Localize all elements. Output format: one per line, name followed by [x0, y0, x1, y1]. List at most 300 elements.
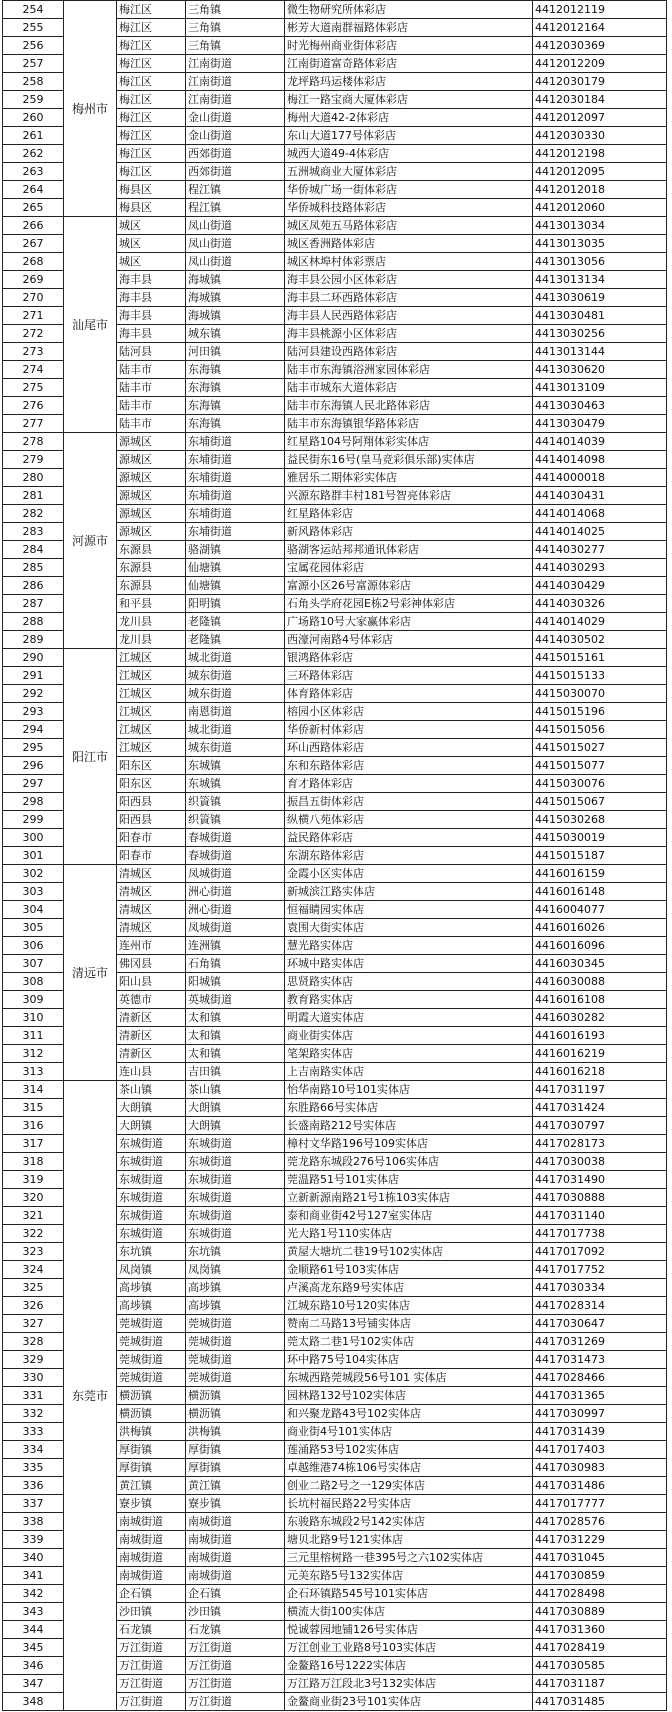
district-cell: 海丰县 [117, 325, 186, 343]
store-address-cell: 园林路132号102实体店 [285, 1387, 533, 1405]
town-cell: 南城街道 [186, 1513, 285, 1531]
table-row [3, 1, 667, 19]
row-number-cell: 336 [3, 1477, 64, 1495]
row-number-cell: 342 [3, 1585, 64, 1603]
store-address-cell: 海丰县公园小区体彩店 [285, 271, 533, 289]
district-cell: 厚街镇 [117, 1459, 186, 1477]
store-code-cell: 4417030859 [533, 1567, 667, 1585]
row-number-cell: 255 [3, 19, 64, 37]
district-cell: 东城街道 [117, 1225, 186, 1243]
town-cell: 东城街道 [186, 1207, 285, 1225]
district-cell: 江城区 [117, 667, 186, 685]
store-code-cell: 4413030463 [533, 397, 667, 415]
town-cell: 东海镇 [186, 415, 285, 433]
district-cell: 黄江镇 [117, 1477, 186, 1495]
store-code-cell: 4417031045 [533, 1549, 667, 1567]
store-code-cell: 4416016096 [533, 937, 667, 955]
store-address-cell: 东胜路66号实体店 [285, 1099, 533, 1117]
store-code-cell: 4417030983 [533, 1459, 667, 1477]
store-code-cell: 4417028466 [533, 1369, 667, 1387]
district-cell: 东源县 [117, 559, 186, 577]
store-code-cell: 4414030277 [533, 541, 667, 559]
town-cell: 洲心街道 [186, 883, 285, 901]
district-cell: 东城街道 [117, 1189, 186, 1207]
row-number-cell: 311 [3, 1027, 64, 1045]
town-cell: 莞城街道 [186, 1351, 285, 1369]
district-cell: 清新区 [117, 1009, 186, 1027]
row-number-cell: 344 [3, 1621, 64, 1639]
town-cell: 万江街道 [186, 1675, 285, 1693]
store-address-cell: 笔架路实体店 [285, 1045, 533, 1063]
town-cell: 沙田镇 [186, 1603, 285, 1621]
district-cell: 佛冈县 [117, 955, 186, 973]
store-code-cell: 4417028173 [533, 1135, 667, 1153]
row-number-cell: 316 [3, 1117, 64, 1135]
row-number-cell: 257 [3, 55, 64, 73]
district-cell: 万江街道 [117, 1657, 186, 1675]
district-cell: 陆河县 [117, 343, 186, 361]
store-code-cell: 4417031473 [533, 1351, 667, 1369]
district-cell: 和平县 [117, 595, 186, 613]
store-code-cell: 4417031360 [533, 1621, 667, 1639]
store-code-cell: 4412030179 [533, 73, 667, 91]
row-number-cell: 328 [3, 1333, 64, 1351]
store-code-cell: 4415030076 [533, 775, 667, 793]
store-address-cell: 陆丰市城东大道体彩店 [285, 379, 533, 397]
row-number-cell: 324 [3, 1261, 64, 1279]
district-cell: 梅江区 [117, 37, 186, 55]
row-number-cell: 330 [3, 1369, 64, 1387]
table-row [3, 1081, 667, 1099]
store-code-cell: 4415030268 [533, 811, 667, 829]
store-code-cell: 4417031140 [533, 1207, 667, 1225]
store-code-cell: 4415015077 [533, 757, 667, 775]
lottery-store-table [2, 0, 667, 1711]
store-code-cell: 4417031269 [533, 1333, 667, 1351]
store-code-cell: 4412012060 [533, 199, 667, 217]
row-number-cell: 309 [3, 991, 64, 1009]
district-cell: 阳东区 [117, 775, 186, 793]
store-address-cell: 陆丰市东海镇浴洲家园体彩店 [285, 361, 533, 379]
row-number-cell: 285 [3, 559, 64, 577]
store-address-cell: 金鳌路16号1222实体店 [285, 1657, 533, 1675]
store-code-cell: 4412012097 [533, 109, 667, 127]
row-number-cell: 341 [3, 1567, 64, 1585]
district-cell: 城区 [117, 253, 186, 271]
store-code-cell: 4417031424 [533, 1099, 667, 1117]
store-address-cell: 环山西路体彩店 [285, 739, 533, 757]
district-cell: 大朗镇 [117, 1117, 186, 1135]
store-address-cell: 东城西路莞城段56号101 实体店 [285, 1369, 533, 1387]
district-cell: 梅江区 [117, 127, 186, 145]
store-address-cell: 三环路体彩店 [285, 667, 533, 685]
store-code-cell: 4417030797 [533, 1117, 667, 1135]
district-cell: 海丰县 [117, 307, 186, 325]
row-number-cell: 313 [3, 1063, 64, 1081]
town-cell: 厚街镇 [186, 1459, 285, 1477]
store-address-cell: 银鸿路体彩店 [285, 649, 533, 667]
row-number-cell: 290 [3, 649, 64, 667]
town-cell: 东城街道 [186, 1171, 285, 1189]
row-number-cell: 296 [3, 757, 64, 775]
town-cell: 海城镇 [186, 271, 285, 289]
town-cell: 城北街道 [186, 649, 285, 667]
city-cell: 东莞市 [64, 1081, 117, 1711]
district-cell: 源城区 [117, 433, 186, 451]
store-code-cell: 4415015187 [533, 847, 667, 865]
store-code-cell: 4413013056 [533, 253, 667, 271]
store-address-cell: 赞南二马路13号铺实体店 [285, 1315, 533, 1333]
store-code-cell: 4416030345 [533, 955, 667, 973]
store-code-cell: 4415030070 [533, 685, 667, 703]
row-number-cell: 337 [3, 1495, 64, 1513]
store-address-cell: 明霞大道实体店 [285, 1009, 533, 1027]
district-cell: 陆丰市 [117, 397, 186, 415]
store-code-cell: 4413030619 [533, 289, 667, 307]
district-cell: 阳山县 [117, 973, 186, 991]
town-cell: 春城街道 [186, 847, 285, 865]
store-address-cell: 榕园小区体彩店 [285, 703, 533, 721]
district-cell: 梅江区 [117, 73, 186, 91]
district-cell: 万江街道 [117, 1693, 186, 1711]
store-address-cell: 纵横八苑体彩店 [285, 811, 533, 829]
town-cell: 东城街道 [186, 1153, 285, 1171]
store-code-cell: 4414014029 [533, 613, 667, 631]
district-cell: 东源县 [117, 577, 186, 595]
store-code-cell: 4413013144 [533, 343, 667, 361]
store-address-cell: 怡华南路10号101实体店 [285, 1081, 533, 1099]
town-cell: 凤山街道 [186, 253, 285, 271]
store-address-cell: 富源小区26号富源体彩店 [285, 577, 533, 595]
district-cell: 莞城街道 [117, 1351, 186, 1369]
store-address-cell: 环中路75号104实体店 [285, 1351, 533, 1369]
town-cell: 金山街道 [186, 127, 285, 145]
district-cell: 洪梅镇 [117, 1423, 186, 1441]
district-cell: 阳西县 [117, 811, 186, 829]
store-address-cell: 东山大道177号体彩店 [285, 127, 533, 145]
district-cell: 连山县 [117, 1063, 186, 1081]
row-number-cell: 314 [3, 1081, 64, 1099]
town-cell: 东埔街道 [186, 505, 285, 523]
row-number-cell: 329 [3, 1351, 64, 1369]
row-number-cell: 308 [3, 973, 64, 991]
store-address-cell: 慧光路实体店 [285, 937, 533, 955]
store-address-cell: 莞太路二巷1号102实体店 [285, 1333, 533, 1351]
district-cell: 东城街道 [117, 1135, 186, 1153]
row-number-cell: 307 [3, 955, 64, 973]
row-number-cell: 267 [3, 235, 64, 253]
town-cell: 城东街道 [186, 685, 285, 703]
row-number-cell: 256 [3, 37, 64, 55]
town-cell: 万江街道 [186, 1639, 285, 1657]
store-address-cell: 莲涌路53号102实体店 [285, 1441, 533, 1459]
row-number-cell: 282 [3, 505, 64, 523]
row-number-cell: 306 [3, 937, 64, 955]
store-address-cell: 万江路万江段北3号132实体店 [285, 1675, 533, 1693]
town-cell: 万江街道 [186, 1657, 285, 1675]
town-cell: 东海镇 [186, 397, 285, 415]
row-number-cell: 301 [3, 847, 64, 865]
store-code-cell: 4417028314 [533, 1297, 667, 1315]
row-number-cell: 269 [3, 271, 64, 289]
town-cell: 黄江镇 [186, 1477, 285, 1495]
store-address-cell: 和兴聚龙路43号102实体店 [285, 1405, 533, 1423]
row-number-cell: 275 [3, 379, 64, 397]
district-cell: 海丰县 [117, 271, 186, 289]
district-cell: 东城街道 [117, 1171, 186, 1189]
district-cell: 梅江区 [117, 163, 186, 181]
store-code-cell: 4417030889 [533, 1603, 667, 1621]
town-cell: 大朗镇 [186, 1117, 285, 1135]
store-address-cell: 莞龙路东城段276号106实体店 [285, 1153, 533, 1171]
store-code-cell: 4417031486 [533, 1477, 667, 1495]
district-cell: 南城街道 [117, 1567, 186, 1585]
store-code-cell: 4412030330 [533, 127, 667, 145]
town-cell: 石龙镇 [186, 1621, 285, 1639]
row-number-cell: 272 [3, 325, 64, 343]
city-cell: 汕尾市 [64, 217, 117, 433]
district-cell: 梅江区 [117, 19, 186, 37]
store-code-cell: 4416030282 [533, 1009, 667, 1027]
store-code-cell: 4417030334 [533, 1279, 667, 1297]
town-cell: 三角镇 [186, 19, 285, 37]
table-row [3, 649, 667, 667]
district-cell: 梅江区 [117, 145, 186, 163]
row-number-cell: 315 [3, 1099, 64, 1117]
store-address-cell: 海丰县桃源小区体彩店 [285, 325, 533, 343]
district-cell: 江城区 [117, 649, 186, 667]
row-number-cell: 343 [3, 1603, 64, 1621]
town-cell: 春城街道 [186, 829, 285, 847]
town-cell: 企石镇 [186, 1585, 285, 1603]
store-address-cell: 宝属花园体彩店 [285, 559, 533, 577]
store-code-cell: 4412012018 [533, 181, 667, 199]
store-code-cell: 4417031490 [533, 1171, 667, 1189]
store-code-cell: 4415015027 [533, 739, 667, 757]
store-code-cell: 4415015161 [533, 649, 667, 667]
store-address-cell: 彬芳大道南群福路体彩店 [285, 19, 533, 37]
table-row [3, 433, 667, 451]
town-cell: 高埗镇 [186, 1279, 285, 1297]
town-cell: 海城镇 [186, 289, 285, 307]
town-cell: 莞城街道 [186, 1333, 285, 1351]
store-address-cell: 黄屋大塘坑二巷19号102实体店 [285, 1243, 533, 1261]
store-code-cell: 4413013034 [533, 217, 667, 235]
town-cell: 大朗镇 [186, 1099, 285, 1117]
row-number-cell: 323 [3, 1243, 64, 1261]
town-cell: 东城街道 [186, 1225, 285, 1243]
district-cell: 寮步镇 [117, 1495, 186, 1513]
town-cell: 阳城镇 [186, 973, 285, 991]
row-number-cell: 279 [3, 451, 64, 469]
store-address-cell: 企石环镇路545号101实体店 [285, 1585, 533, 1603]
row-number-cell: 333 [3, 1423, 64, 1441]
store-code-cell: 4413030620 [533, 361, 667, 379]
store-code-cell: 4417028498 [533, 1585, 667, 1603]
store-code-cell: 4412012119 [533, 1, 667, 19]
town-cell: 金山街道 [186, 109, 285, 127]
store-address-cell: 城区凤苑五马路体彩店 [285, 217, 533, 235]
town-cell: 东城街道 [186, 1189, 285, 1207]
store-address-cell: 梅州大道42-2体彩店 [285, 109, 533, 127]
store-address-cell: 创业二路2号之一129实体店 [285, 1477, 533, 1495]
store-code-cell: 4417017738 [533, 1225, 667, 1243]
town-cell: 织篢镇 [186, 793, 285, 811]
district-cell: 陆丰市 [117, 379, 186, 397]
store-address-cell: 益民路体彩店 [285, 829, 533, 847]
store-code-cell: 4413013035 [533, 235, 667, 253]
store-code-cell: 4412030369 [533, 37, 667, 55]
row-number-cell: 268 [3, 253, 64, 271]
store-code-cell: 4416016026 [533, 919, 667, 937]
store-address-cell: 育才路体彩店 [285, 775, 533, 793]
store-address-cell: 教育路实体店 [285, 991, 533, 1009]
store-code-cell: 4416030088 [533, 973, 667, 991]
store-code-cell: 4414000018 [533, 469, 667, 487]
store-code-cell: 4416016148 [533, 883, 667, 901]
store-code-cell: 4412012095 [533, 163, 667, 181]
district-cell: 连州市 [117, 937, 186, 955]
store-address-cell: 泰和商业街42号127室实体店 [285, 1207, 533, 1225]
town-cell: 太和镇 [186, 1009, 285, 1027]
town-cell: 南城街道 [186, 1567, 285, 1585]
store-address-cell: 华侨城科技路体彩店 [285, 199, 533, 217]
district-cell: 清城区 [117, 919, 186, 937]
store-code-cell: 4416004077 [533, 901, 667, 919]
store-code-cell: 4414030429 [533, 577, 667, 595]
store-code-cell: 4414014025 [533, 523, 667, 541]
district-cell: 清新区 [117, 1027, 186, 1045]
district-cell: 梅江区 [117, 1, 186, 19]
row-number-cell: 284 [3, 541, 64, 559]
store-code-cell: 4412012164 [533, 19, 667, 37]
district-cell: 源城区 [117, 451, 186, 469]
town-cell: 太和镇 [186, 1027, 285, 1045]
district-cell: 南城街道 [117, 1531, 186, 1549]
city-cell: 梅州市 [64, 1, 117, 217]
store-address-cell: 海丰县二环西路体彩店 [285, 289, 533, 307]
store-code-cell: 4417030997 [533, 1405, 667, 1423]
row-number-cell: 312 [3, 1045, 64, 1063]
district-cell: 莞城街道 [117, 1315, 186, 1333]
district-cell: 梅县区 [117, 199, 186, 217]
row-number-cell: 322 [3, 1225, 64, 1243]
district-cell: 阳东区 [117, 757, 186, 775]
store-code-cell: 4415015196 [533, 703, 667, 721]
store-code-cell: 4414030431 [533, 487, 667, 505]
row-number-cell: 293 [3, 703, 64, 721]
town-cell: 仙塘镇 [186, 559, 285, 577]
row-number-cell: 289 [3, 631, 64, 649]
store-address-cell: 东和东路体彩店 [285, 757, 533, 775]
table-row [3, 217, 667, 235]
store-address-cell: 城西大道49-4体彩店 [285, 145, 533, 163]
row-number-cell: 295 [3, 739, 64, 757]
store-address-cell: 新风路体彩店 [285, 523, 533, 541]
town-cell: 老隆镇 [186, 613, 285, 631]
district-cell: 横沥镇 [117, 1405, 186, 1423]
store-address-cell: 东骏路东城段2号142实体店 [285, 1513, 533, 1531]
district-cell: 东坑镇 [117, 1243, 186, 1261]
district-cell: 龙川县 [117, 631, 186, 649]
store-code-cell: 4417031197 [533, 1081, 667, 1099]
row-number-cell: 280 [3, 469, 64, 487]
town-cell: 程江镇 [186, 181, 285, 199]
store-address-cell: 骆湖客运站邦邦通讯体彩店 [285, 541, 533, 559]
town-cell: 城北街道 [186, 721, 285, 739]
store-address-cell: 樟村文华路196号109实体店 [285, 1135, 533, 1153]
store-code-cell: 4417017403 [533, 1441, 667, 1459]
district-cell: 清新区 [117, 1045, 186, 1063]
town-cell: 万江街道 [186, 1693, 285, 1711]
town-cell: 凤城街道 [186, 919, 285, 937]
district-cell: 大朗镇 [117, 1099, 186, 1117]
store-code-cell: 4417031439 [533, 1423, 667, 1441]
district-cell: 城区 [117, 217, 186, 235]
district-cell: 清城区 [117, 865, 186, 883]
row-number-cell: 300 [3, 829, 64, 847]
store-address-cell: 商业街实体店 [285, 1027, 533, 1045]
store-code-cell: 4416016193 [533, 1027, 667, 1045]
district-cell: 陆丰市 [117, 415, 186, 433]
store-address-cell: 雅居乐二期体彩实体店 [285, 469, 533, 487]
town-cell: 骆湖镇 [186, 541, 285, 559]
store-code-cell: 4415030019 [533, 829, 667, 847]
row-number-cell: 339 [3, 1531, 64, 1549]
town-cell: 太和镇 [186, 1045, 285, 1063]
store-code-cell: 4415015133 [533, 667, 667, 685]
store-address-cell: 陆丰市东海镇人民北路体彩店 [285, 397, 533, 415]
town-cell: 茶山镇 [186, 1081, 285, 1099]
district-cell: 龙川县 [117, 613, 186, 631]
store-address-cell: 卓越维港74栋106号实体店 [285, 1459, 533, 1477]
town-cell: 莞城街道 [186, 1315, 285, 1333]
store-address-cell: 体育路体彩店 [285, 685, 533, 703]
row-number-cell: 254 [3, 1, 64, 19]
row-number-cell: 302 [3, 865, 64, 883]
town-cell: 江南街道 [186, 55, 285, 73]
row-number-cell: 331 [3, 1387, 64, 1405]
city-cell: 河源市 [64, 433, 117, 649]
row-number-cell: 271 [3, 307, 64, 325]
district-cell: 阳春市 [117, 829, 186, 847]
row-number-cell: 288 [3, 613, 64, 631]
store-address-cell: 元美东路5号132实体店 [285, 1567, 533, 1585]
town-cell: 英城街道 [186, 991, 285, 1009]
district-cell: 南城街道 [117, 1513, 186, 1531]
store-code-cell: 4413030479 [533, 415, 667, 433]
district-cell: 海丰县 [117, 289, 186, 307]
town-cell: 吉田镇 [186, 1063, 285, 1081]
district-cell: 高埗镇 [117, 1279, 186, 1297]
row-number-cell: 277 [3, 415, 64, 433]
town-cell: 凤山街道 [186, 217, 285, 235]
town-cell: 高埗镇 [186, 1297, 285, 1315]
store-code-cell: 4417031187 [533, 1675, 667, 1693]
town-cell: 东坑镇 [186, 1243, 285, 1261]
store-code-cell: 4413013134 [533, 271, 667, 289]
store-code-cell: 4415015067 [533, 793, 667, 811]
row-number-cell: 291 [3, 667, 64, 685]
store-address-cell: 龙坪路玛运楼体彩店 [285, 73, 533, 91]
row-number-cell: 298 [3, 793, 64, 811]
row-number-cell: 317 [3, 1135, 64, 1153]
store-code-cell: 4414030502 [533, 631, 667, 649]
district-cell: 莞城街道 [117, 1333, 186, 1351]
row-number-cell: 321 [3, 1207, 64, 1225]
town-cell: 河田镇 [186, 343, 285, 361]
town-cell: 程江镇 [186, 199, 285, 217]
